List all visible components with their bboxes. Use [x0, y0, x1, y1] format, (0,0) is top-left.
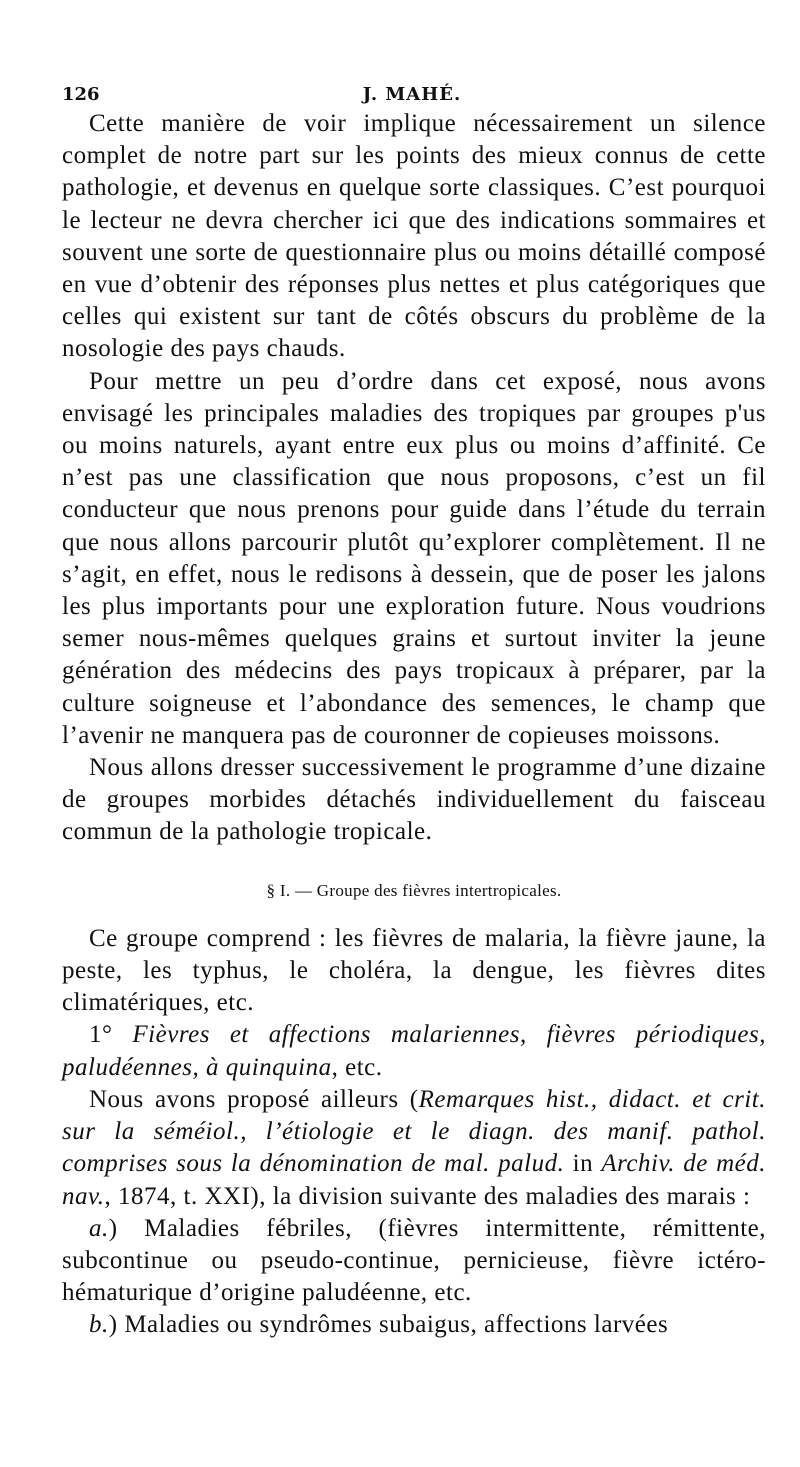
citation-title: Remarques hist., didact. et crit. sur la séméiol., l’étiologie et le diagn. des manif. pathol. comprises sous la dénomination de mal. palud. [62, 1085, 766, 1178]
paragraph [62, 1309, 766, 1341]
section-heading: § I. — Groupe des fièvres intertropicales. [266, 880, 562, 900]
list-label: b. [89, 1311, 109, 1339]
text-run: , 1874, t. XXI), la division suivante des maladies des marais : [104, 1182, 751, 1210]
running-head-author: J. MAHÉ. [362, 84, 462, 105]
page-number: 126 [62, 84, 100, 105]
list-number: 1° [89, 1021, 133, 1049]
paragraph [62, 1019, 766, 1083]
paragraph: Cette manière de voir implique nécessairement un silence complet de notre part sur les points des mieux connus de cette pathologie, et devenus en quelque sorte classiques. C’est pourquoi le lecteur ne devra chercher ici que des indications sommaires et souvent une sorte de questionnaire plus ou moins détaillé composé en vue d’obtenir des réponses plus nettes et plus catégoriques que celles qui existent sur tant de côtés obscurs du problème de la nosologie des pays chauds. [62, 110, 766, 363]
text-run: ) Maladies ou syndrômes subaigus, affections larvées [108, 1311, 669, 1339]
paragraph [62, 1084, 766, 1213]
text-run: Nous avons proposé ailleurs ( [89, 1085, 419, 1113]
paragraph: Pour mettre un peu d’ordre dans cet exposé, nous avons envisagé les principales maladies des tropiques par groupes p'us ou moins naturels, ayant entre eux plus ou moins d’affinité. Ce n’est pas une classification que nous proposons, c’est un fil conducteur que nous prenons pour guide dans l’étude du terrain que nous allons parcourir plutôt qu’explorer complètement. Il ne s’agit, en effet, nous le redisons à dessein, que de poser les jalons les plus importants pour une exploration future. Nous voudrions semer nous-mêmes quelques grains et surtout inviter la jeune génération des médecins des pays tropicaux à préparer, par la culture soigneuse et l’abondance des semences, le champ que l’avenir ne manquera pas de couronner de copieuses moissons. [62, 367, 766, 749]
list-label: a. [89, 1214, 109, 1242]
paragraph: Ce groupe comprend : les fièvres de malaria, la fièvre jaune, la peste, les typhus, le choléra, la dengue, les fièvres dites climatériques, etc. [62, 924, 766, 1017]
paragraph [62, 1213, 766, 1310]
journal-title: Archiv. de méd. nav. [62, 1150, 766, 1210]
text-run: , etc. [331, 1053, 383, 1081]
text-run: ) Maladies fébriles, (fièvres intermittente, rémittente, subcontinue ou pseudo-continue, pernicieuse, fièvre ictéro-hématurique d’origine paludéenne, etc. [62, 1214, 766, 1307]
page-body [62, 108, 766, 1342]
paragraph: Nous allons dresser successivement le programme d’une dizaine de groupes morbides détachés individuellement du faisceau commun de la pathologie tropicale. [62, 754, 766, 846]
text-run: in [564, 1150, 602, 1178]
italic-title: Fièvres et affections malariennes, fièvres périodiques, paludéennes, à quinquina [62, 1021, 767, 1081]
